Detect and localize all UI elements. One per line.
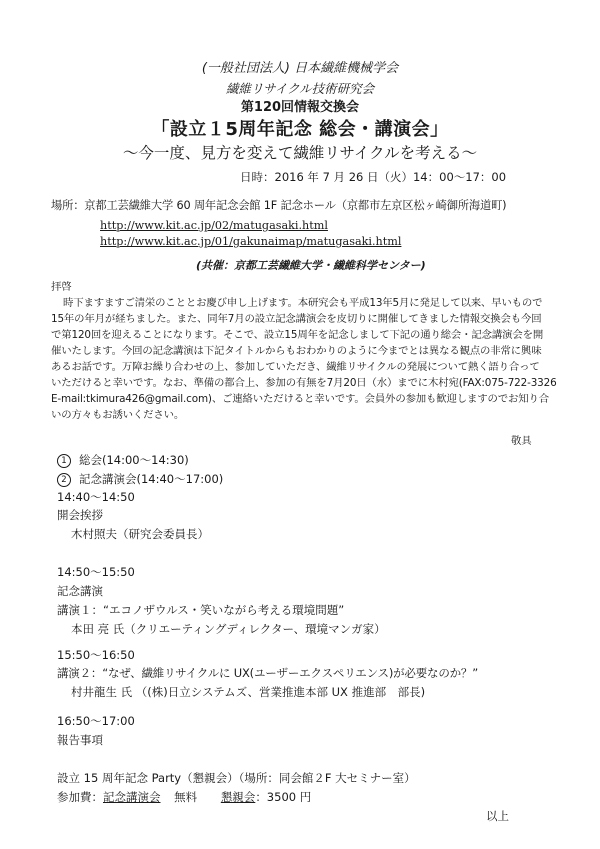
talk-title: 講演１：“エコノザウルス・笑いながら考える環境問題” [57, 603, 345, 617]
meeting-number: 第120回情報交換会 [240, 100, 360, 115]
fee-party-label: 懇親会 [220, 790, 256, 804]
program-item-2 [57, 471, 223, 487]
slot-title: 報告事項 [57, 733, 103, 747]
fee-lecture-label: 記念講演会 [103, 790, 161, 804]
fee-line [57, 789, 311, 805]
salutation: 拝啓 [51, 281, 72, 293]
letter-line: あるお話です。万障お繰り合わせの上、参加していただき、繊維リサイクルの発展について熱く語り合って [51, 361, 540, 373]
slot-person: 木村照夫（研究会委員長） [71, 527, 209, 541]
program-item-label: 記念講演会(14:40～17:00) [79, 472, 224, 486]
venue-place: 場所：京都工芸繊維大学 60 周年記念会館 1F 記念ホール（京都市左京区松ヶ崎御所海道町) [51, 199, 507, 212]
org-name: (一般社団法人) 日本繊維機械学会 [201, 61, 399, 76]
letter-line: 時下ますますご清栄のこととお慶び申し上げます。本研究会も平成13年5月に発足して以来、早いもので [63, 297, 543, 309]
party-info: 設立 15 周年記念 Party（懇親会）（場所：同会館２F 大セミナー室） [57, 771, 416, 785]
circled-number: 1 [57, 454, 71, 468]
slot-title: 開会挨拶 [57, 508, 103, 522]
talk-title: 講演２：“なぜ、繊維リサイクルに UX(ユーザーエクスペリエンス)が必要なのか？” [57, 666, 478, 680]
end-mark: 以上 [486, 809, 509, 823]
letter-line: 催いたします。今回の記念講演は下記タイトルからもおわかりのように今までとは異なる観点の非常に興味 [51, 345, 542, 357]
page-subtitle: ～今一度、見方を変えて繊維リサイクルを考える～ [122, 144, 478, 162]
venue-link-1[interactable]: http://www.kit.ac.jp/02/matugasaki.html [100, 219, 328, 232]
circled-number: 2 [57, 473, 71, 487]
fee-lecture-value: 無料 [174, 790, 198, 804]
program-item-label: 総会(14:00～14:30) [79, 453, 189, 467]
letter-line: で第120回を迎えることになります。そこで、設立15周年を記念しまして下記の通り総会・記念講演会を開 [51, 329, 544, 341]
venue-link-2[interactable]: http://www.kit.ac.jp/01/gakunaimap/matugasaki.html [100, 235, 402, 248]
slot-time: 16:50～17:00 [57, 714, 135, 728]
event-datetime: 日時：2016 年 7 月 26 日（火）14：00～17：00 [240, 170, 507, 184]
letter-line: いの方々もお誘いください。 [51, 409, 185, 421]
page-title: 「設立１5周年記念 総会・講演会」 [151, 119, 449, 140]
slot-time: 14:40～14:50 [57, 490, 135, 504]
talk-speaker: 村井龍生 氏 （(株)日立システムズ、営業推進本部 UX 推進部 部長) [71, 685, 426, 699]
letter-line: 15年の年月が経ちました。また、同年7月の設立記念講演会を皮切りに開催してきました情報交換会も今回 [51, 313, 542, 325]
talk-speaker: 本田 亮 氏（クリエーティングディレクター、環境マンガ家） [71, 622, 386, 636]
letter-line: E-mail:tkimura426@gmail.com)、ご連絡いただけると幸いです。会員外の参加も歓迎しますのでお知り合 [51, 393, 549, 405]
fee-label: 参加費： [57, 790, 103, 804]
program-item-1 [57, 452, 189, 468]
slot-time: 15:50～16:50 [57, 648, 135, 662]
slot-title: 記念講演 [57, 584, 103, 598]
closing: 敬具 [511, 435, 532, 447]
society-name: 繊維リサイクル技術研究会 [225, 81, 375, 96]
fee-party-value: ：3500 円 [255, 790, 312, 804]
slot-time: 14:50～15:50 [57, 565, 135, 579]
letter-line: いただけると幸いです。なお、準備の都合上、参加の有無を7月20日（水）までに木村宛(FAX:075-722-3326 [51, 377, 557, 389]
cosponsor: (共催：京都工芸繊維大学・繊維科学センター) [196, 259, 426, 272]
